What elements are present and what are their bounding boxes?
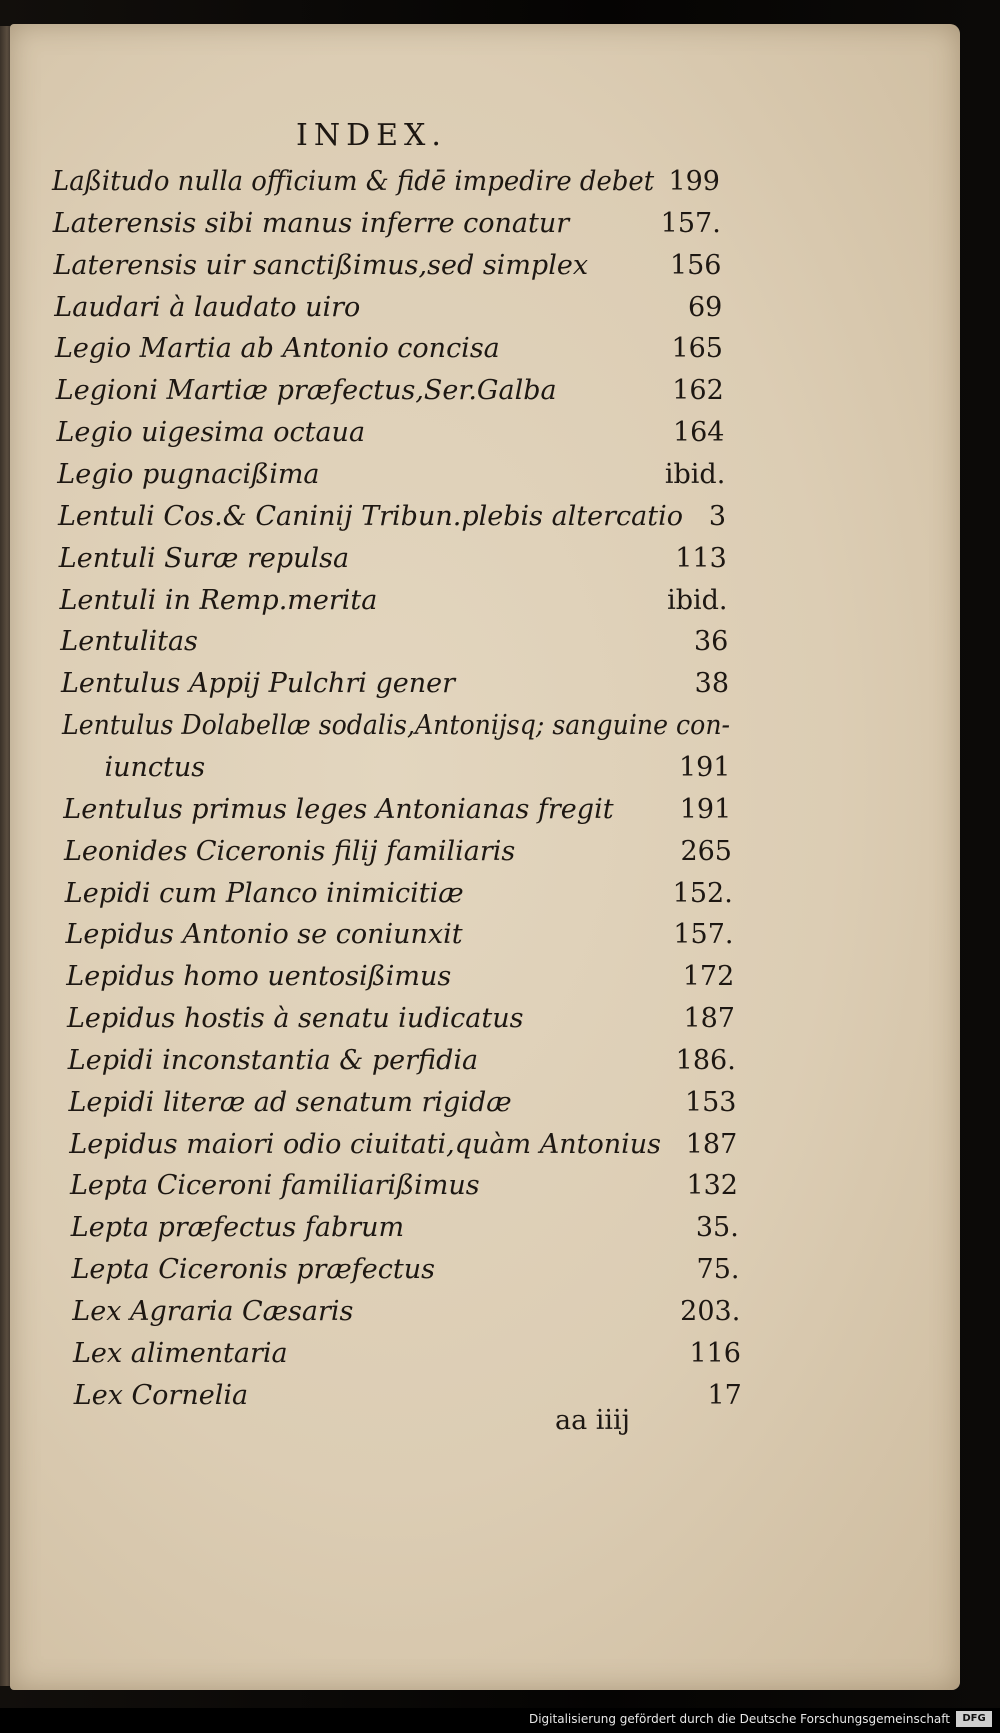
page-reference: 186. bbox=[675, 1044, 736, 1076]
entry-text: Laterensis sibi manus inferre conatur bbox=[52, 207, 570, 239]
index-entry bbox=[61, 664, 729, 704]
entry-text: Lepidi inconstantia & perfidia bbox=[67, 1044, 479, 1076]
page-reference: 113 bbox=[675, 542, 727, 574]
index-entry bbox=[63, 790, 731, 830]
page-reference: ibid. bbox=[664, 458, 726, 490]
entry-text: Lex alimentaria bbox=[73, 1337, 288, 1369]
entry-text: Lepidus homo uentosißimus bbox=[66, 961, 452, 993]
entry-text: Lentulitas bbox=[60, 626, 198, 658]
entry-text: Legio uigesima octaua bbox=[56, 417, 366, 449]
entry-text: Laudari à laudato uiro bbox=[54, 291, 361, 323]
index-entry bbox=[57, 455, 725, 495]
entry-text: Lentuli Suræ repulsa bbox=[58, 542, 350, 574]
page-reference: 156 bbox=[669, 249, 722, 281]
page-reference: 191 bbox=[678, 751, 731, 783]
entry-text: Lentulus Dolabellæ sodalis,Antonijsq; sanguine con- bbox=[61, 710, 730, 742]
index-entry bbox=[64, 832, 732, 872]
index-entry bbox=[66, 915, 734, 955]
page-reference: 172 bbox=[682, 961, 735, 993]
index-entry bbox=[63, 748, 731, 788]
funding-note: Digitalisierung gefördert durch die Deutsche Forschungsgemeinschaft bbox=[528, 1712, 950, 1726]
entry-text: Lepidi cum Planco inimicitiæ bbox=[64, 877, 464, 909]
dfg-logo: DFG bbox=[956, 1711, 992, 1727]
entry-text: Lepidus maiori odio ciuitati,quàm Antonius bbox=[69, 1128, 661, 1160]
page-reference: 199 bbox=[668, 166, 720, 197]
index-entry bbox=[62, 706, 730, 746]
index-entry bbox=[56, 371, 724, 411]
index-entry bbox=[54, 288, 722, 328]
page-reference: 35. bbox=[695, 1212, 739, 1244]
entry-text: Lentuli Cos.& Caninij Tribun.plebis altercatio bbox=[58, 500, 683, 532]
page-reference: 203. bbox=[680, 1296, 741, 1327]
page-reference: 187 bbox=[683, 1003, 735, 1034]
index-entry bbox=[71, 1208, 739, 1248]
entry-text: Lepta præfectus fabrum bbox=[70, 1212, 405, 1244]
index-entry bbox=[69, 1083, 737, 1123]
index-entry bbox=[57, 413, 725, 453]
index-entry bbox=[70, 1166, 738, 1206]
page-reference: 153 bbox=[684, 1086, 737, 1118]
index-entry bbox=[66, 957, 734, 997]
entry-text: Legio Martia ab Antonio concisa bbox=[55, 333, 500, 365]
entry-text: Laßitudo nulla officium & fidē impedire debet bbox=[52, 166, 655, 197]
page-reference: 3 bbox=[708, 500, 726, 532]
index-entry bbox=[72, 1292, 740, 1332]
entry-text: Lex Agraria Cæsaris bbox=[72, 1296, 354, 1327]
index-entry bbox=[53, 204, 721, 244]
index-entry bbox=[55, 329, 723, 369]
page-reference: 152. bbox=[672, 877, 733, 909]
page-reference: 36 bbox=[693, 626, 729, 658]
page-reference: 164 bbox=[672, 417, 725, 449]
index-entry bbox=[52, 162, 720, 202]
entry-text: Lentulus primus leges Antonianas fregit bbox=[63, 793, 614, 825]
entry-text: Lepta Ciceroni familiarißimus bbox=[70, 1170, 480, 1202]
index-entry bbox=[58, 497, 726, 537]
entry-text: Leonides Ciceronis filij familiaris bbox=[64, 835, 516, 867]
page-reference: 191 bbox=[679, 793, 732, 825]
index-entry bbox=[69, 1125, 737, 1165]
page-reference: 116 bbox=[689, 1337, 741, 1369]
page-reference: 162 bbox=[672, 375, 724, 407]
page-reference: 187 bbox=[685, 1128, 738, 1160]
index-entry bbox=[54, 246, 722, 286]
entry-text: Lepidus hostis à senatu iudicatus bbox=[67, 1003, 524, 1034]
entry-text: Lex Cornelia bbox=[73, 1379, 249, 1411]
page-reference: 69 bbox=[687, 291, 723, 323]
entry-text: Legioni Martiæ præfectus,Ser.Galba bbox=[55, 375, 557, 407]
index-entry bbox=[60, 622, 728, 662]
entry-text: Lepta Ciceronis præfectus bbox=[71, 1254, 435, 1286]
page-reference: 132 bbox=[686, 1170, 738, 1202]
index-entry bbox=[59, 539, 727, 579]
index-entry bbox=[72, 1250, 740, 1290]
index-entry bbox=[67, 999, 735, 1039]
page-reference: 157. bbox=[660, 207, 721, 239]
entry-text: Lepidi literæ ad senatum rigidæ bbox=[68, 1086, 512, 1118]
signature-mark: aa iiij bbox=[555, 1405, 631, 1436]
page-reference: 265 bbox=[680, 835, 732, 867]
page-reference: 157. bbox=[673, 919, 734, 951]
page-reference: 38 bbox=[694, 668, 729, 700]
entry-text: Laterensis uir sanctißimus,sed simplex bbox=[53, 249, 589, 281]
page-reference: 75. bbox=[696, 1254, 740, 1286]
index-entry bbox=[73, 1334, 741, 1374]
entry-text: Lepidus Antonio se coniunxit bbox=[65, 919, 463, 951]
entry-text: Legio pugnacißima bbox=[57, 458, 320, 490]
page-reference: 17 bbox=[707, 1379, 742, 1411]
entry-text: iunctus bbox=[104, 751, 206, 783]
index-entry bbox=[65, 874, 733, 914]
page-reference: 165 bbox=[671, 333, 723, 365]
index-heading: INDEX. bbox=[296, 118, 447, 153]
entry-text: Lentuli in Remp.merita bbox=[59, 584, 378, 616]
page-reference: ibid. bbox=[667, 584, 728, 616]
index-entry bbox=[60, 581, 728, 621]
entry-text: Lentulus Appij Pulchri gener bbox=[61, 668, 456, 700]
index-entry bbox=[68, 1041, 736, 1081]
